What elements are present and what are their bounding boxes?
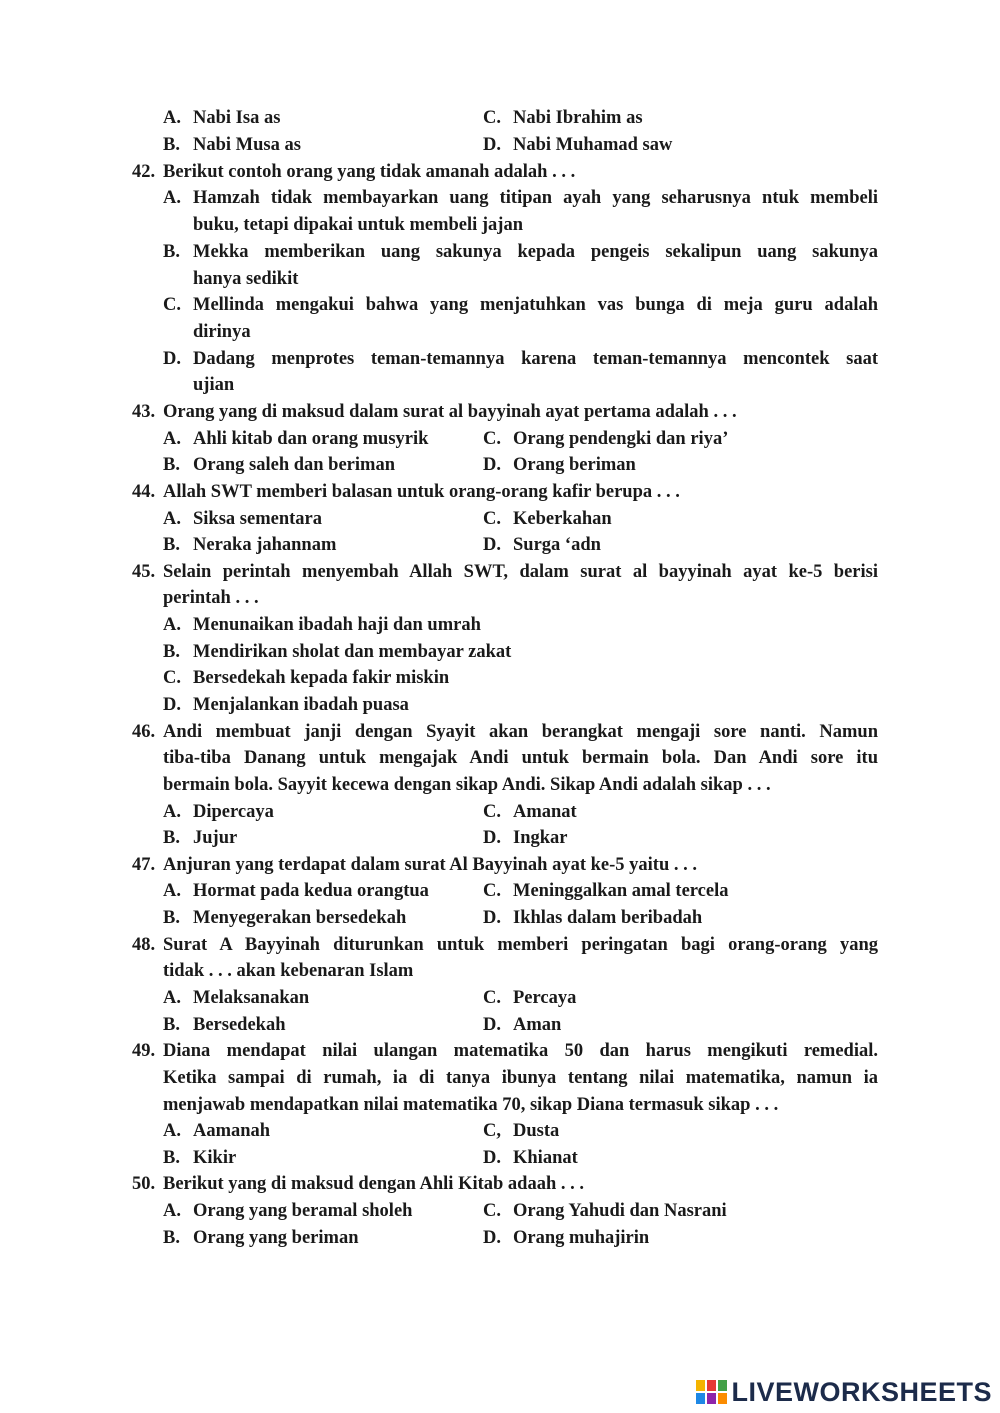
- option-letter: D.: [163, 695, 181, 715]
- option-letter: C.: [483, 1201, 501, 1221]
- option-letter: B.: [163, 1015, 180, 1035]
- option: [163, 612, 481, 639]
- question-text: Andi membuat janji dengan Syayit akan berangkat mengaji sore nanti. Namun: [163, 722, 878, 742]
- option-text: Kikir: [193, 1148, 237, 1168]
- logo-text: LIVEWORKSHEETS: [731, 1376, 992, 1407]
- option-text: Bersedekah: [193, 1015, 286, 1035]
- option-letter: C.: [483, 108, 501, 128]
- question-text-continued: menjawab mendapatkan nilai matematika 70, sikap Diana termasuk sikap . . .: [163, 1095, 779, 1115]
- question-text: Anjuran yang terdapat dalam surat Al Bayyinah ayat ke-5 yaitu . . .: [163, 855, 697, 875]
- option-left: [163, 878, 429, 905]
- option-letter: A.: [163, 881, 181, 901]
- option-letter: C.: [483, 509, 501, 529]
- option-text: Orang saleh dan beriman: [193, 455, 395, 475]
- option-left: [163, 985, 309, 1012]
- option-letter: A.: [163, 802, 181, 822]
- question-text-continued: tidak . . . akan kebenaran Islam: [163, 961, 414, 981]
- option-letter: B.: [163, 455, 180, 475]
- option-letter: A.: [163, 988, 181, 1008]
- option-left: [163, 825, 237, 852]
- option-text: Menyegerakan bersedekah: [193, 908, 407, 928]
- option-text: Ahli kitab dan orang musyrik: [193, 429, 429, 449]
- option-text: Mendirikan sholat dan membayar zakat: [193, 642, 512, 662]
- question-number: 50.: [132, 1174, 156, 1194]
- logo-block: [696, 1393, 705, 1404]
- option-text: Aman: [513, 1015, 562, 1035]
- option-text: Orang yang beriman: [193, 1228, 359, 1248]
- option-letter: B.: [163, 642, 180, 662]
- option-text: Nabi Musa as: [193, 135, 301, 155]
- option-text: Melaksanakan: [193, 988, 310, 1008]
- option-letter: C.: [483, 429, 501, 449]
- option-left: [163, 426, 428, 453]
- option: [163, 692, 409, 719]
- option-text-continued: dirinya: [193, 322, 251, 342]
- question-text: Surat A Bayyinah diturunkan untuk memberi peringatan bagi orang-orang yang: [163, 935, 878, 955]
- option-text: Meninggalkan amal tercela: [513, 881, 729, 901]
- option-letter: D.: [483, 908, 501, 928]
- question-number: 49.: [132, 1041, 156, 1061]
- option-letter: A.: [163, 1121, 181, 1141]
- option-text: Siksa sementara: [193, 509, 322, 529]
- option-right: [483, 132, 672, 159]
- logo-mark-icon: [696, 1380, 727, 1404]
- option-letter: C.: [163, 295, 181, 315]
- option-left: [163, 132, 301, 159]
- option-text: Mellinda mengakui bahwa yang menjatuhkan vas bunga di meja guru adalah: [193, 295, 878, 315]
- option-text: Jujur: [193, 828, 238, 848]
- logo-block: [696, 1380, 705, 1391]
- option-left: [163, 532, 336, 559]
- option-text: Khianat: [513, 1148, 578, 1168]
- option-right: [483, 532, 601, 559]
- option-text: Nabi Muhamad saw: [513, 135, 673, 155]
- option-right: [483, 426, 728, 453]
- option-letter: A.: [163, 429, 181, 449]
- option-text: Hamzah tidak membayarkan uang titipan ayah yang seharusnya ntuk membeli: [193, 188, 878, 208]
- option-text: Mekka memberikan uang sakunya kepada pengeis sekalipun uang sakunya: [193, 242, 878, 262]
- option-right: [483, 1012, 561, 1039]
- option-right: [483, 799, 577, 826]
- option-text-continued: buku, tetapi dipakai untuk membeli jajan: [193, 215, 524, 235]
- option-letter-wrap: [163, 185, 193, 212]
- question-text: Diana mendapat nilai ulangan matematika 50 dan harus mengikuti remedial.: [163, 1041, 878, 1061]
- option-text: Orang yang beramal sholeh: [193, 1201, 413, 1221]
- option-left: [163, 506, 322, 533]
- option-left: [163, 905, 406, 932]
- option-right: [483, 1198, 727, 1225]
- option-left: [163, 1225, 358, 1252]
- question-text: Allah SWT memberi balasan untuk orang-orang kafir berupa . . .: [163, 482, 680, 502]
- option-left: [163, 1198, 412, 1225]
- question-number: 42.: [132, 162, 156, 182]
- option-text: Aamanah: [193, 1121, 271, 1141]
- option-letter-wrap: [163, 239, 193, 266]
- option-letter: C.: [483, 881, 501, 901]
- option-text: Ingkar: [513, 828, 568, 848]
- option-letter: A.: [163, 509, 181, 529]
- option-text-continued: hanya sedikit: [193, 269, 299, 289]
- question-number: 44.: [132, 482, 156, 502]
- option-text: Orang beriman: [513, 455, 636, 475]
- option-text: Orang pendengki dan riya’: [513, 429, 729, 449]
- option-text: Neraka jahannam: [193, 535, 337, 555]
- option-right: [483, 452, 636, 479]
- option-letter: B.: [163, 1148, 180, 1168]
- option-text: Menunaikan ibadah haji dan umrah: [193, 615, 481, 635]
- option-letter: D.: [483, 1015, 501, 1035]
- option-letter: B.: [163, 1228, 180, 1248]
- option: [163, 639, 511, 666]
- option-letter-wrap: [163, 292, 193, 319]
- option-right: [483, 905, 702, 932]
- option-letter: D.: [483, 535, 501, 555]
- option-text: Hormat pada kedua orangtua: [193, 881, 429, 901]
- option-text: Surga ‘adn: [513, 535, 601, 555]
- question-text-continued: perintah . . .: [163, 588, 259, 608]
- option-left: [163, 1012, 286, 1039]
- option: [163, 665, 449, 692]
- question-number: 47.: [132, 855, 156, 875]
- option-letter: A.: [163, 1201, 181, 1221]
- option-text: Nabi Ibrahim as: [513, 108, 643, 128]
- logo-block: [718, 1393, 727, 1404]
- option-letter: D.: [163, 349, 181, 369]
- option-letter: A.: [163, 188, 181, 208]
- option-letter: D.: [483, 135, 501, 155]
- option-letter: B.: [163, 908, 180, 928]
- option-text: Nabi Isa as: [193, 108, 281, 128]
- option-right: [483, 506, 612, 533]
- option-left: [163, 105, 280, 132]
- option-letter: B.: [163, 135, 180, 155]
- option-letter: A.: [163, 615, 181, 635]
- question-number: 43.: [132, 402, 156, 422]
- question-text: Orang yang di maksud dalam surat al bayyinah ayat pertama adalah . . .: [163, 402, 737, 422]
- option-left: [163, 1145, 236, 1172]
- option-right: [483, 105, 643, 132]
- option-left: [163, 1118, 270, 1145]
- question-text: Berikut contoh orang yang tidak amanah adalah . . .: [163, 162, 576, 182]
- option-text: Keberkahan: [513, 509, 612, 529]
- option-letter: D.: [483, 1148, 501, 1168]
- option-letter: A.: [163, 108, 181, 128]
- question-text: Selain perintah menyembah Allah SWT, dalam surat al bayyinah ayat ke-5 berisi: [163, 562, 878, 582]
- option-text-continued: ujian: [193, 375, 235, 395]
- option-letter: B.: [163, 828, 180, 848]
- option-text: Dipercaya: [193, 802, 274, 822]
- option-text: Bersedekah kepada fakir miskin: [193, 668, 450, 688]
- option-right: [483, 985, 576, 1012]
- option-letter: D.: [483, 1228, 501, 1248]
- question-number: 46.: [132, 722, 156, 742]
- logo-block: [707, 1380, 716, 1391]
- option-text: Percaya: [513, 988, 577, 1008]
- option-text: Orang Yahudi dan Nasrani: [513, 1201, 727, 1221]
- question-text-continued: tiba-tiba Danang untuk mengajak Andi untuk bermain bola. Dan Andi sore itu: [163, 748, 878, 768]
- option-right: [483, 878, 728, 905]
- option-letter: B.: [163, 242, 180, 262]
- option-letter: C.: [483, 802, 501, 822]
- option-text: Ikhlas dalam beribadah: [513, 908, 703, 928]
- option-text: Dusta: [513, 1121, 560, 1141]
- option-letter-wrap: [163, 346, 193, 373]
- option-letter: C.: [483, 988, 501, 1008]
- question-number: 48.: [132, 935, 156, 955]
- option-left: [163, 799, 274, 826]
- question-number: 45.: [132, 562, 156, 582]
- question-text-continued: bermain bola. Sayyit kecewa dengan sikap Andi. Sikap Andi adalah sikap . . .: [163, 775, 771, 795]
- option-letter: D.: [483, 828, 501, 848]
- liveworksheets-logo: [696, 1375, 992, 1409]
- option-letter: B.: [163, 535, 180, 555]
- option-left: [163, 452, 395, 479]
- option-text: Orang muhajirin: [513, 1228, 650, 1248]
- question-text: Berikut yang di maksud dengan Ahli Kitab adaah . . .: [163, 1174, 585, 1194]
- logo-block: [718, 1380, 727, 1391]
- option-right: [483, 1118, 559, 1145]
- option-letter: C,: [483, 1121, 501, 1141]
- question-text-continued: Ketika sampai di rumah, ia di tanya ibunya tentang nilai matematika, namun ia: [163, 1068, 878, 1088]
- option-letter: D.: [483, 455, 501, 475]
- option-text: Menjalankan ibadah puasa: [193, 695, 409, 715]
- option-text: Dadang menprotes teman-temannya karena teman-temannya mencontek saat: [193, 349, 878, 369]
- option-right: [483, 1225, 649, 1252]
- option-right: [483, 1145, 578, 1172]
- logo-block: [707, 1393, 716, 1404]
- option-text: Amanat: [513, 802, 577, 822]
- option-right: [483, 825, 568, 852]
- option-letter: C.: [163, 668, 181, 688]
